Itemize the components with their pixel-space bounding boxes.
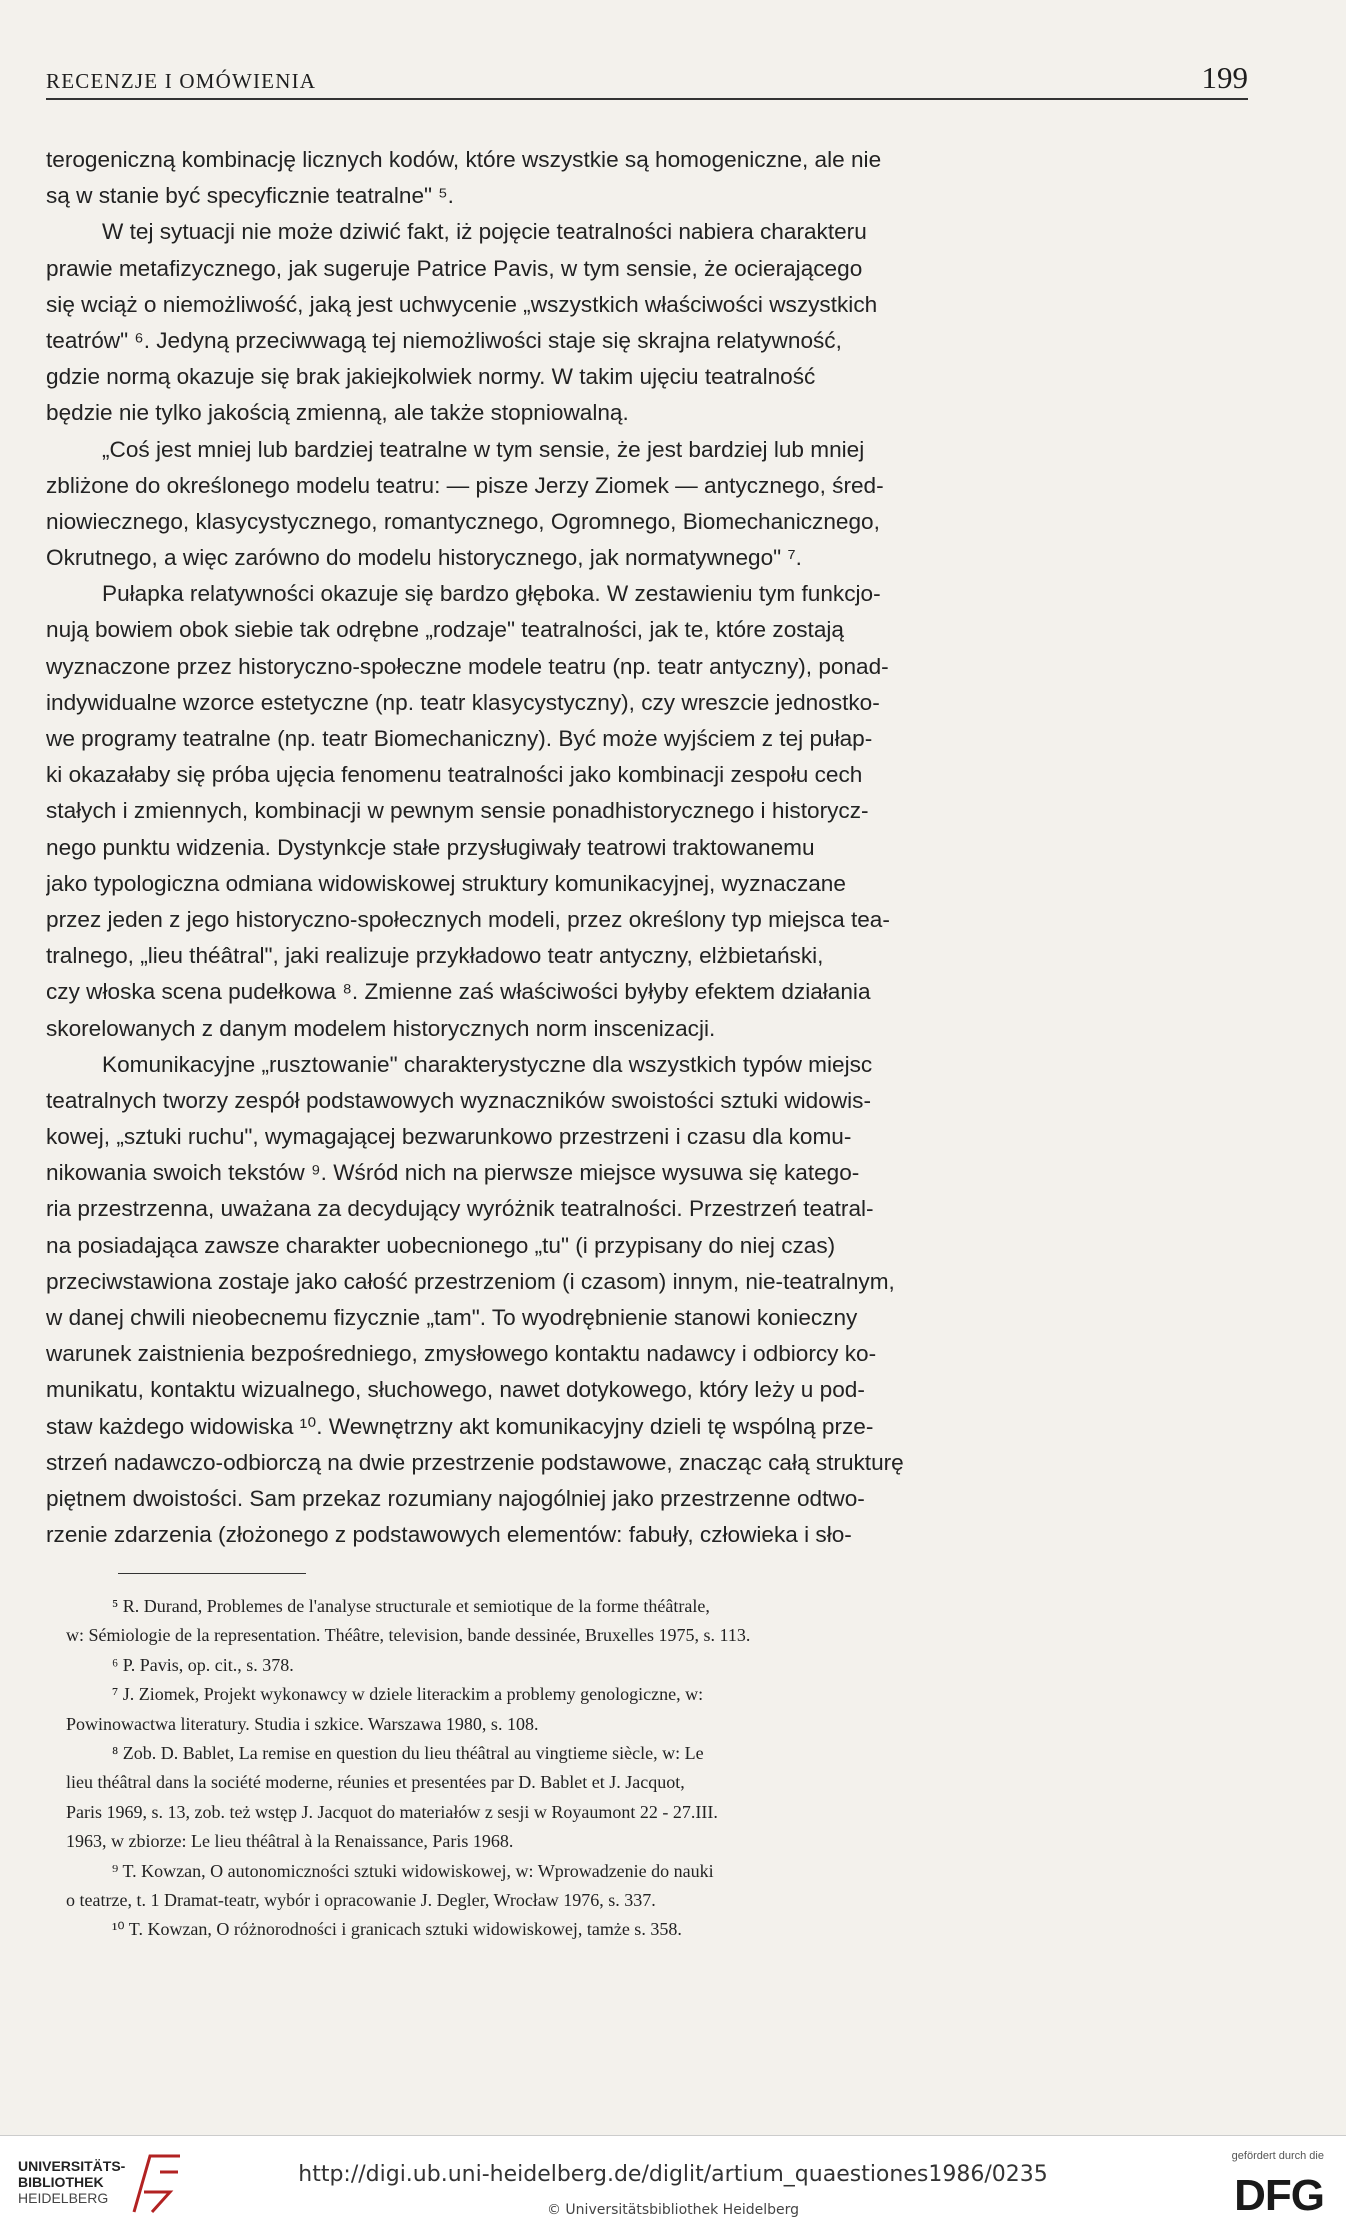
body-line: Okrutnego, a więc zarówno do modelu historycznego, jak normatywnego" ⁷. xyxy=(46,545,802,571)
library-name-line2: BIBLIOTHEK xyxy=(18,2174,104,2190)
body-line: teatralnych tworzy zespół podstawowych wyznaczników swoistości sztuki widowis- xyxy=(46,1087,871,1113)
body-line: rzenie zdarzenia (złożonego z podstawowych elementów: fabuły, człowieka i sło- xyxy=(46,1522,852,1548)
body-text xyxy=(46,142,1248,1553)
page-url-link[interactable]: http://digi.ub.uni-heidelberg.de/diglit/artium_quaestiones1986/0235 xyxy=(298,2162,1048,2187)
library-name-line3: HEIDELBERG xyxy=(18,2190,109,2206)
footnote-line: ⁶ P. Pavis, op. cit., s. 378. xyxy=(112,1654,294,1675)
body-line: będzie nie tylko jakością zmienną, ale także stopniowalną. xyxy=(46,400,629,426)
body-line: indywidualne wzorce estetyczne (np. teatr klasycystyczny), czy wreszcie jednostko- xyxy=(46,689,880,715)
body-line: we programy teatralne (np. teatr Biomechaniczny). Być może wyjściem z tej pułap- xyxy=(46,726,873,751)
running-header xyxy=(46,58,1248,100)
body-line: strzeń nadawczo-odbiorczą na dwie przestrzenie podstawowe, znacząc całą strukturę xyxy=(46,1449,904,1475)
body-line: teatrów" ⁶. Jedyną przeciwwagą tej niemożliwości staje się skrajna relatywność, xyxy=(46,327,842,353)
body-line: skorelowanych z danym modelem historycznych norm inscenizacji. xyxy=(46,1015,716,1041)
body-line: stałych i zmiennych, kombinacji w pewnym sensie ponadhistorycznego i historycz- xyxy=(46,798,869,824)
footer-bar xyxy=(0,2135,1346,2235)
body-line: nikowania swoich tekstów ⁹. Wśród nich na pierwsze miejsce wysuwa się katego- xyxy=(46,1160,860,1186)
dfg-logo[interactable]: DFG xyxy=(1234,2171,1324,2220)
body-line: Komunikacyjne „rusztowanie" charakterystyczne dla wszystkich typów miejsc xyxy=(102,1051,873,1077)
funding-note: gefördert durch die xyxy=(1231,2150,1324,2162)
body-line: W tej sytuacji nie może dziwić fakt, iż pojęcie teatralności nabiera charakteru xyxy=(102,219,867,245)
body-line: przez jeden z jego historyczno-społecznych modeli, przez określony typ miejsca tea- xyxy=(46,906,890,932)
body-line: terogeniczną kombinację licznych kodów, które wszystkie są homogeniczne, ale nie xyxy=(46,147,882,172)
body-line: zbliżone do określonego modelu teatru: — pisze Jerzy Ziomek — antycznego, śred- xyxy=(46,472,884,498)
body-line: gdzie normą okazuje się brak jakiejkolwiek normy. W takim ujęciu teatralność xyxy=(46,364,816,390)
body-line: nego punktu widzenia. Dystynkcje stałe przysługiwały teatrowi traktowanemu xyxy=(46,834,815,860)
section-title: RECENZJE I OMÓWIENIA xyxy=(46,69,317,93)
body-line: munikatu, kontaktu wizualnego, słuchowego, nawet dotykowego, który leży u pod- xyxy=(46,1377,865,1403)
body-line: ria przestrzenna, uważana za decydujący wyróżnik teatralności. Przestrzeń teatral- xyxy=(46,1196,874,1222)
body-line: warunek zaistnienia bezpośredniego, zmysłowego kontaktu nadawcy i odbiorcy ko- xyxy=(46,1341,877,1367)
footnote-line: w: Sémiologie de la representation. Théâtre, television, bande dessinée, Bruxelles 1975, s. 113. xyxy=(66,1625,751,1646)
footnote-line: ⁷ J. Ziomek, Projekt wykonawcy w dziele literackim a problemy genologiczne, w: xyxy=(112,1684,704,1705)
body-line: ki okazałaby się próba ujęcia fenomenu teatralności jako kombinacji zespołu cech xyxy=(46,762,863,788)
body-line: wyznaczone przez historyczno-społeczne modele teatru (np. teatr antyczny), ponad- xyxy=(46,653,889,679)
body-line: na posiadająca zawsze charakter uobecnionego „tu" (i przypisany do niej czas) xyxy=(46,1232,836,1258)
footnote-line: lieu théâtral dans la société moderne, réunies et presentées par D. Bablet et J. Jacquot, xyxy=(66,1772,685,1793)
footnote-line: 1963, w zbiorze: Le lieu théâtral à la Renaissance, Paris 1968. xyxy=(66,1831,514,1852)
body-line: są w stanie być specyficznie teatralne" ⁵. xyxy=(46,183,454,209)
body-line: przeciwstawiona zostaje jako całość przestrzeniom (i czasom) innym, nie-teatralnym, xyxy=(46,1268,895,1294)
footnote-line: Powinowactwa literatury. Studia i szkice. Warszawa 1980, s. 108. xyxy=(66,1713,539,1734)
library-name-line1: UNIVERSITÄTS- xyxy=(18,2158,126,2174)
footnote-line: ¹⁰ T. Kowzan, O różnorodności i granicach sztuki widowiskowej, tamże s. 358. xyxy=(112,1919,682,1940)
footnote-line: ⁵ R. Durand, Problemes de l'analyse structurale et semiotique de la forme théâtrale, xyxy=(112,1596,710,1616)
footnote-separator xyxy=(118,1573,306,1574)
body-line: Pułapka relatywności okazuje się bardzo głęboka. W zestawieniu tym funkcjo- xyxy=(102,581,881,607)
body-line: jako typologiczna odmiana widowiskowej struktury komunikacyjnej, wyznaczane xyxy=(46,870,846,896)
footnotes xyxy=(66,1592,1248,1945)
footnote-line: ⁹ T. Kowzan, O autonomiczności sztuki widowiskowej, w: Wprowadzenie do nauki xyxy=(112,1860,714,1881)
copyright-text: © Universitätsbibliothek Heidelberg xyxy=(546,2202,799,2218)
body-line: niowiecznego, klasycystycznego, romantycznego, Ogromnego, Biomechanicznego, xyxy=(46,508,880,534)
body-line: się wciąż o niemożliwość, jaką jest uchwycenie „wszystkich właściwości wszystkich xyxy=(46,291,878,317)
body-line: kowej, „sztuki ruchu", wymagającej bezwarunkowo przestrzeni i czasu dla komu- xyxy=(46,1124,852,1150)
body-line: tralnego, „lieu théâtral", jaki realizuje przykładowo teatr antyczny, elżbietański, xyxy=(46,943,824,969)
page-number: 199 xyxy=(1201,60,1248,95)
body-line: „Coś jest mniej lub bardziej teatralne w tym sensie, że jest bardziej lub mniej xyxy=(102,436,865,462)
body-line: w danej chwili nieobecnemu fizycznie „tam". To wyodrębnienie stanowi konieczny xyxy=(46,1305,858,1330)
body-line: czy włoska scena pudełkowa ⁸. Zmienne zaś właściwości byłyby efektem działania xyxy=(46,979,871,1005)
body-line: piętnem dwoistości. Sam przekaz rozumiany najogólniej jako przestrzenne odtwo- xyxy=(46,1485,865,1511)
footnote-line: Paris 1969, s. 13, zob. też wstęp J. Jacquot do materiałów z sesji w Royaumont 22 - 27.III. xyxy=(66,1801,718,1822)
body-line: nują bowiem obok siebie tak odrębne „rodzaje" teatralności, jak te, które zostają xyxy=(46,617,844,643)
body-line: prawie metafizycznego, jak sugeruje Patrice Pavis, w tym sensie, że ocierającego xyxy=(46,255,863,281)
footnote-line: o teatrze, t. 1 Dramat-teatr, wybór i opracowanie J. Degler, Wrocław 1976, s. 337. xyxy=(66,1889,656,1910)
body-line: staw każdego widowiska ¹⁰. Wewnętrzny akt komunikacyjny dzieli tę wspólną prze- xyxy=(46,1413,874,1439)
footnote-line: ⁸ Zob. D. Bablet, La remise en question du lieu théâtral au vingtieme siècle, w: Le xyxy=(112,1742,704,1763)
